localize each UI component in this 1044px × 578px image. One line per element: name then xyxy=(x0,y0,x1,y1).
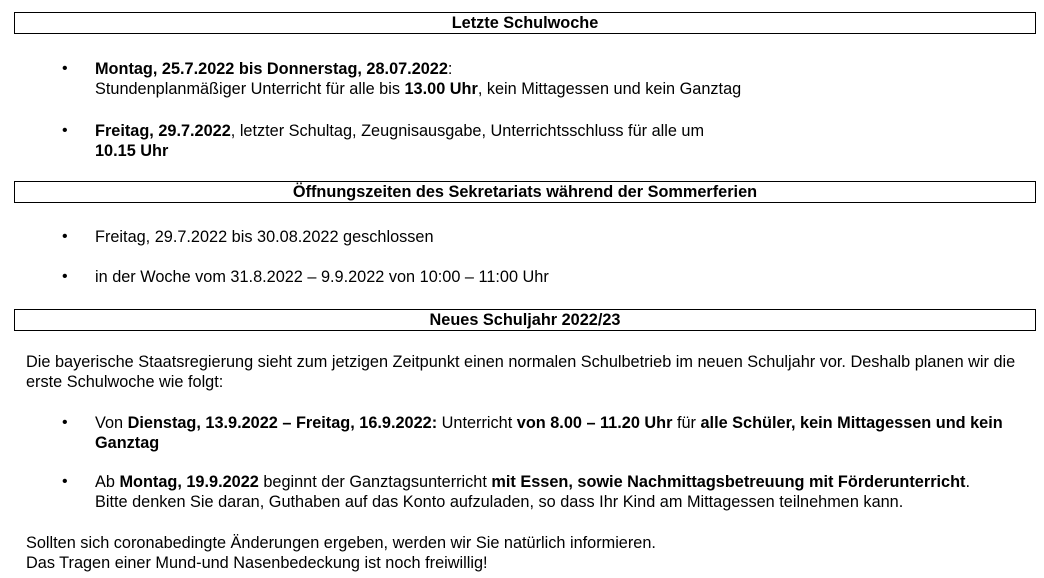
bullet-icon: • xyxy=(62,122,68,139)
list-item: • Von Dienstag, 13.9.2022 – Freitag, 16.9.2022: Unterricht von 8.00 – 11.20 Uhr für alle Schüler, kein Mittagessen und kein Ganztag xyxy=(62,414,1003,452)
bullet-icon: • xyxy=(62,473,68,490)
date-range: Montag, 25.7.2022 bis Donnerstag, 28.07.2022 xyxy=(95,60,448,78)
heading-new-school-year: Neues Schuljahr 2022/23 xyxy=(14,309,1036,331)
closing-line-2: Das Tragen einer Mund-und Nasenbedeckung ist noch freiwillig! xyxy=(26,554,488,572)
bullet-icon: • xyxy=(62,268,68,285)
bullet-icon: • xyxy=(62,228,68,245)
list-item: • Ab Montag, 19.9.2022 beginnt der Ganztagsunterricht mit Essen, sowie Nachmittagsbetreuung mit Förderunterricht. Bitte denken Sie daran, Guthaben auf das Konto aufzuladen, so dass Ihr Kind am Mittagessen teilnehmen kann. xyxy=(62,473,971,511)
heading-office-hours: Öffnungszeiten des Sekretariats während der Sommerferien xyxy=(14,181,1036,203)
intro-paragraph: Die bayerische Staatsregierung sieht zum jetzigen Zeitpunkt einen normalen Schulbetrieb im neuen Schuljahr vor. Deshalb planen wir die erste Schulwoche wie folgt: xyxy=(26,353,1016,391)
list-item: • in der Woche vom 31.8.2022 – 9.9.2022 von 10:00 – 11:00 Uhr xyxy=(62,268,549,286)
list-item: • Freitag, 29.7.2022 bis 30.08.2022 geschlossen xyxy=(62,228,434,246)
list-item: • Montag, 25.7.2022 bis Donnerstag, 28.07.2022: Stundenplanmäßiger Unterricht für alle bis 13.00 Uhr, kein Mittagessen und kein Ganztag xyxy=(62,60,742,98)
bullet-icon: • xyxy=(62,60,68,77)
closing-line-1: Sollten sich coronabedingte Änderungen ergeben, werden wir Sie natürlich informieren. xyxy=(26,534,656,552)
bullet-icon: • xyxy=(62,414,68,431)
list-item: • Freitag, 29.7.2022, letzter Schultag, Zeugnisausgabe, Unterrichtsschluss für alle um 10.15 Uhr xyxy=(62,122,705,160)
heading-last-week: Letzte Schulwoche xyxy=(14,12,1036,34)
